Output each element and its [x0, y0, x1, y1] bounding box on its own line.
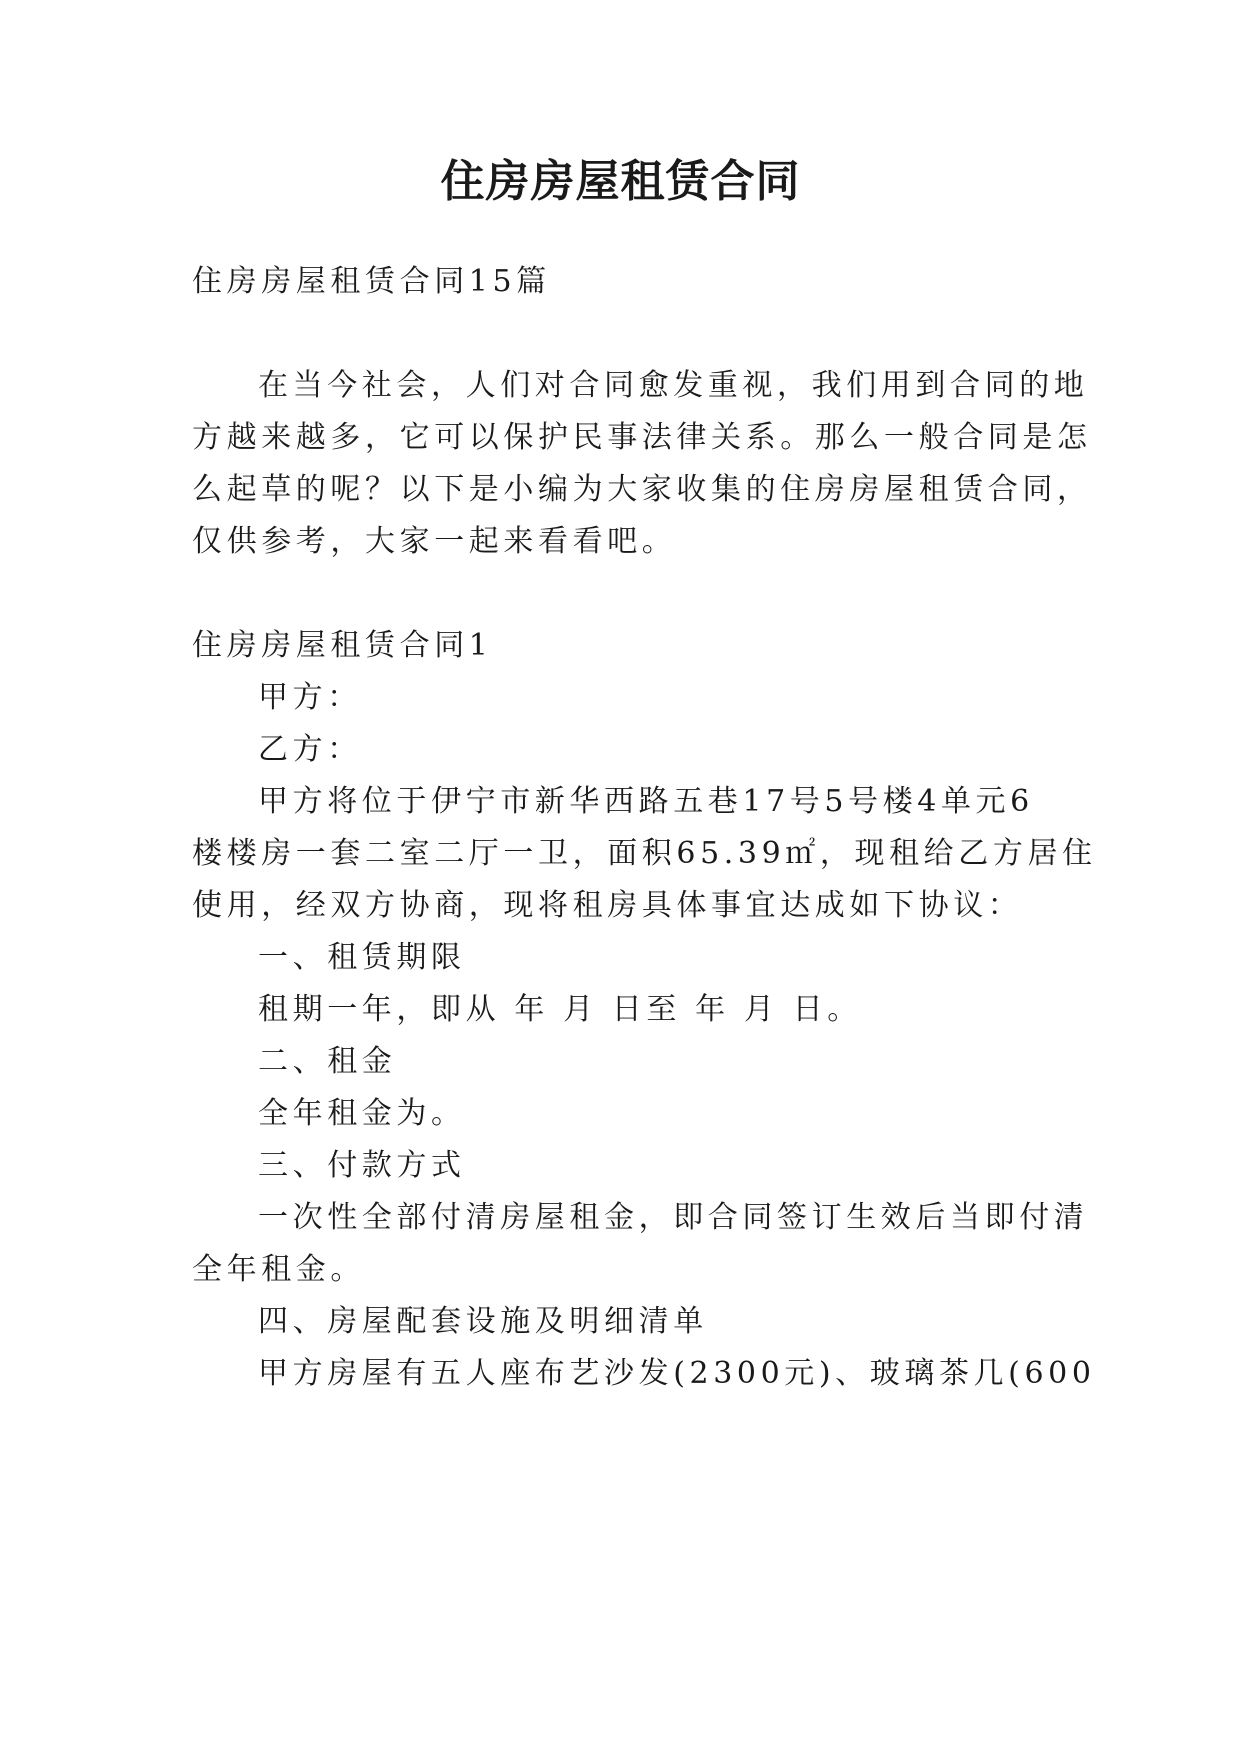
section-1-heading: 一、租赁期限	[258, 940, 466, 975]
contract-heading: 住房房屋租赁合同1	[192, 628, 493, 663]
section-2-text: 全年租金为。	[258, 1096, 466, 1131]
premises-line-3: 使用，经双方协商，现将租房具体事宜达成如下协议：	[192, 888, 1023, 923]
document-title: 住房房屋租赁合同	[440, 156, 801, 207]
party-a-label: 甲方：	[258, 680, 362, 715]
premises-line-1: 甲方将位于伊宁市新华西路五巷17号5号楼4单元6	[258, 784, 1034, 819]
section-4-heading: 四、房屋配套设施及明细清单	[258, 1304, 708, 1339]
party-b-label: 乙方：	[258, 732, 362, 767]
intro-line-2: 方越来越多，它可以保护民事法律关系。那么一般合同是怎	[192, 420, 1092, 455]
section-1-text: 租期一年，即从 年 月 日至 年 月 日。	[258, 992, 862, 1027]
section-3-line-1: 一次性全部付清房屋租金，即合同签订生效后当即付清	[258, 1200, 1089, 1235]
section-2-heading: 二、租金	[258, 1044, 397, 1079]
section-3-line-2: 全年租金。	[192, 1252, 365, 1287]
section-4-text: 甲方房屋有五人座布艺沙发(2300元)、玻璃茶几(600	[258, 1356, 1096, 1391]
premises-line-2: 楼楼房一套二室二厅一卫，面积65.39㎡，现租给乙方居住	[192, 836, 1097, 871]
intro-line-4: 仅供参考，大家一起来看看吧。	[192, 524, 677, 559]
intro-line-1: 在当今社会，人们对合同愈发重视，我们用到合同的地	[258, 368, 1089, 403]
section-3-heading: 三、付款方式	[258, 1148, 466, 1183]
document-subtitle: 住房房屋租赁合同15篇	[192, 264, 551, 299]
intro-line-3: 么起草的呢？以下是小编为大家收集的住房房屋租赁合同，	[192, 472, 1092, 507]
